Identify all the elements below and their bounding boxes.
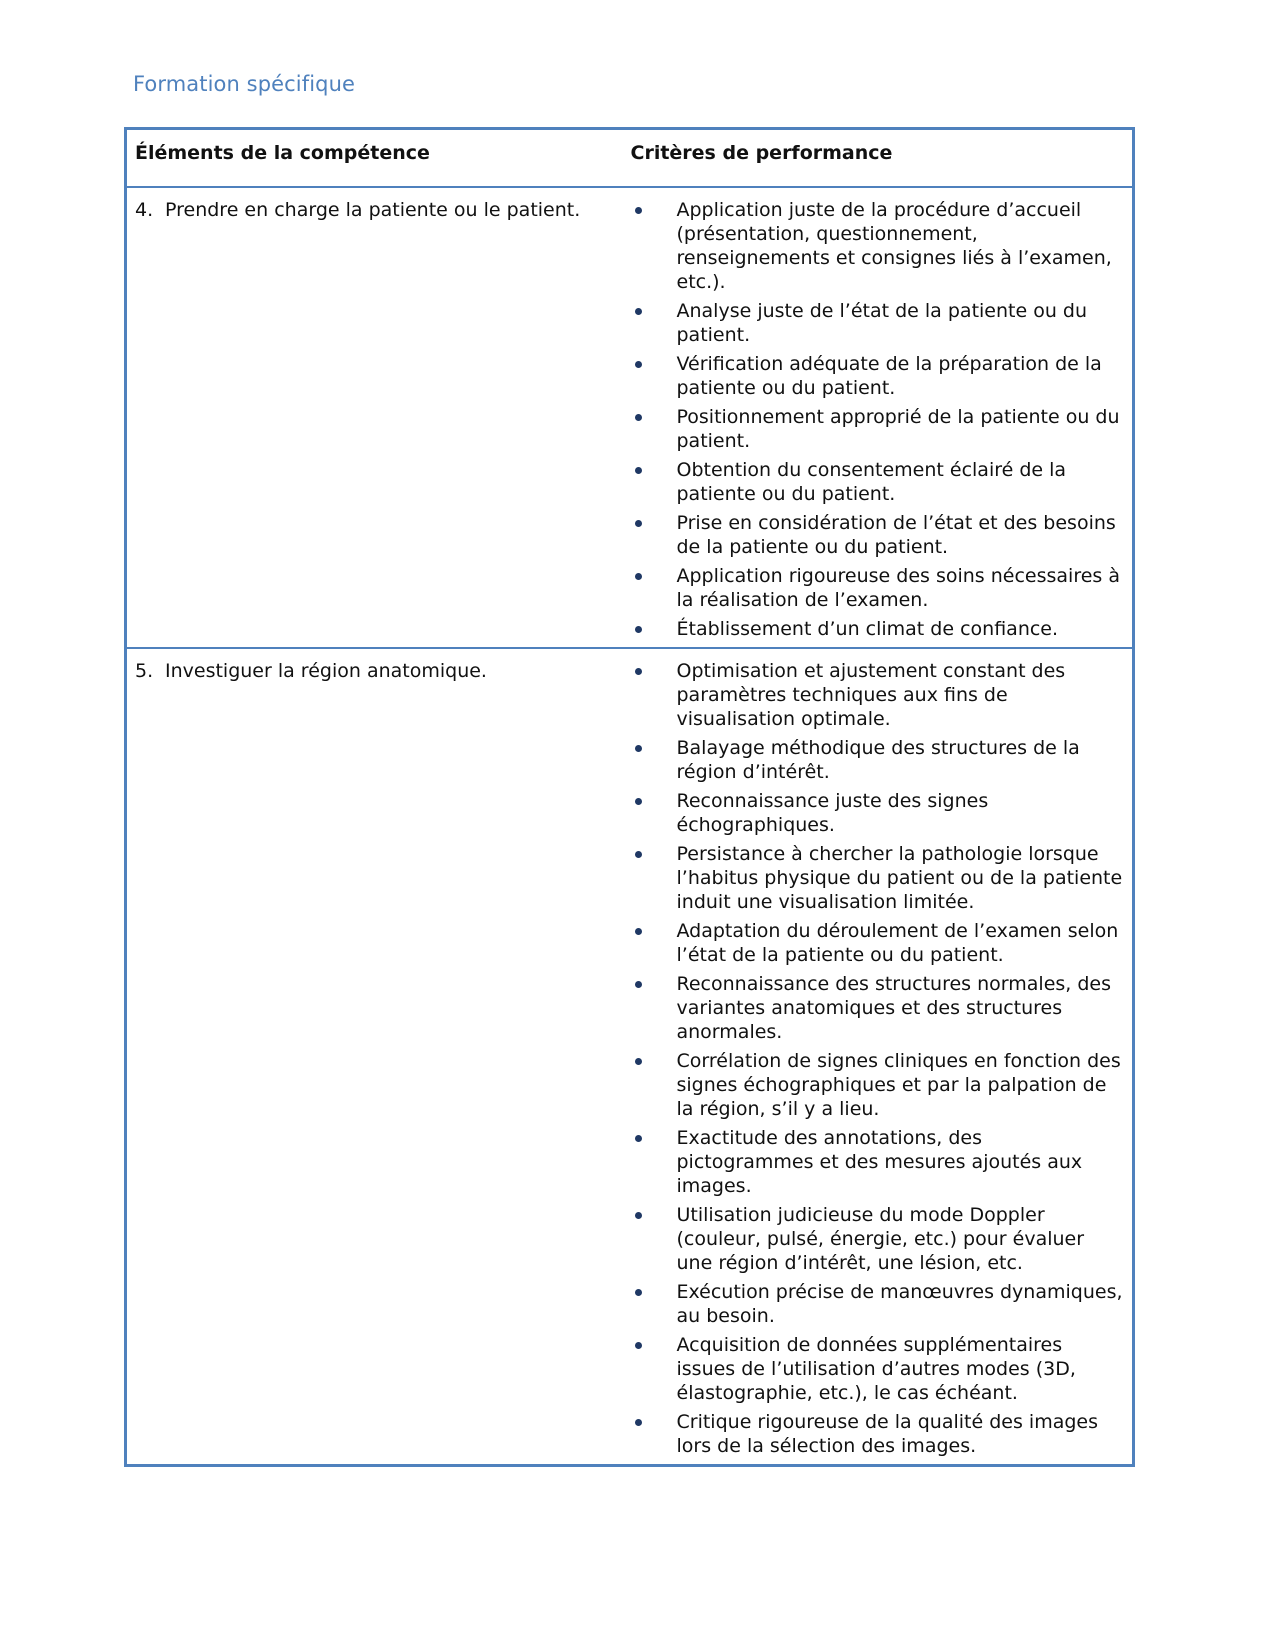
element-number: 5.	[135, 660, 154, 682]
criteria-text: Optimisation et ajustement constant des paramètres techniques aux fins de visualisation optimale.	[676, 660, 1066, 730]
bullet-icon	[635, 1058, 642, 1065]
bullet-icon	[635, 361, 642, 368]
criteria-text: Application rigoureuse des soins nécessaires à la réalisation de l’examen.	[676, 565, 1120, 611]
criteria-item	[621, 1333, 1125, 1405]
bullet-icon	[635, 308, 642, 315]
bullet-icon	[635, 520, 642, 527]
bullet-icon	[635, 207, 642, 214]
criteria-text: Prise en considération de l’état et des besoins de la patiente ou du patient.	[676, 512, 1116, 558]
bullet-icon	[635, 798, 642, 805]
criteria-cell	[621, 187, 1134, 648]
criteria-item	[621, 511, 1125, 559]
criteria-text: Exactitude des annotations, des pictogrammes et des mesures ajoutés aux images.	[676, 1127, 1083, 1197]
criteria-text: Analyse juste de l’état de la patiente ou du patient.	[676, 300, 1088, 346]
criteria-text: Balayage méthodique des structures de la région d’intérêt.	[676, 737, 1080, 783]
criteria-text: Acquisition de données supplémentaires issues de l’utilisation d’autres modes (3D, élastographie, etc.), le cas échéant.	[676, 1334, 1076, 1404]
bullet-icon	[635, 745, 642, 752]
bullet-icon	[635, 668, 642, 675]
element-cell	[126, 648, 621, 1466]
criteria-cell	[621, 648, 1134, 1466]
criteria-text: Vérification adéquate de la préparation de la patiente ou du patient.	[676, 353, 1102, 399]
bullet-icon	[635, 467, 642, 474]
criteria-text: Positionnement approprié de la patiente ou du patient.	[676, 406, 1120, 452]
criteria-text: Adaptation du déroulement de l’examen selon l’état de la patiente ou du patient.	[676, 920, 1119, 966]
criteria-list	[621, 198, 1125, 641]
criteria-item	[621, 299, 1125, 347]
competence-table	[124, 127, 1135, 1467]
header-criteria: Critères de performance	[621, 129, 1134, 188]
criteria-text: Corrélation de signes cliniques en fonction des signes échographiques et par la palpation de la région, s’il y a lieu.	[676, 1050, 1121, 1120]
criteria-item	[621, 972, 1125, 1044]
criteria-item	[621, 198, 1125, 294]
criteria-text: Critique rigoureuse de la qualité des images lors de la sélection des images.	[676, 1411, 1098, 1457]
criteria-text: Reconnaissance des structures normales, des variantes anatomiques et des structures anormales.	[676, 973, 1112, 1043]
criteria-text: Application juste de la procédure d’accueil (présentation, questionnement, renseignements et consignes liés à l’examen, etc.).	[676, 199, 1112, 293]
element-cell	[126, 187, 621, 648]
criteria-item	[621, 458, 1125, 506]
criteria-item	[621, 919, 1125, 967]
element-text: Investiguer la région anatomique.	[165, 660, 487, 682]
bullet-icon	[635, 851, 642, 858]
bullet-icon	[635, 1135, 642, 1142]
criteria-item	[621, 1203, 1125, 1275]
criteria-item	[621, 1126, 1125, 1198]
table-row	[126, 648, 1134, 1466]
criteria-item	[621, 736, 1125, 784]
header-elements: Éléments de la compétence	[126, 129, 621, 188]
criteria-text: Exécution précise de manœuvres dynamiques, au besoin.	[676, 1281, 1123, 1327]
criteria-item	[621, 1049, 1125, 1121]
criteria-item	[621, 789, 1125, 837]
criteria-list	[621, 659, 1125, 1458]
bullet-icon	[635, 1419, 642, 1426]
criteria-text: Établissement d’un climat de confiance.	[676, 618, 1059, 640]
bullet-icon	[635, 981, 642, 988]
bullet-icon	[635, 1342, 642, 1349]
table-row	[126, 187, 1134, 648]
criteria-item	[621, 1410, 1125, 1458]
criteria-item	[621, 405, 1125, 453]
criteria-text: Utilisation judicieuse du mode Doppler (couleur, pulsé, énergie, etc.) pour évaluer une région d’intérêt, une lésion, etc.	[676, 1204, 1085, 1274]
section-title: Formation spécifique	[133, 72, 356, 96]
table-header-row	[126, 129, 1134, 188]
bullet-icon	[635, 626, 642, 633]
criteria-text: Obtention du consentement éclairé de la patiente ou du patient.	[676, 459, 1067, 505]
element-text: Prendre en charge la patiente ou le patient.	[165, 199, 581, 221]
bullet-icon	[635, 1289, 642, 1296]
bullet-icon	[635, 928, 642, 935]
criteria-item	[621, 617, 1125, 641]
criteria-item	[621, 564, 1125, 612]
criteria-text: Persistance à chercher la pathologie lorsque l’habitus physique du patient ou de la patiente induit une visualisation limitée.	[676, 843, 1123, 913]
criteria-item	[621, 842, 1125, 914]
bullet-icon	[635, 573, 642, 580]
bullet-icon	[635, 1212, 642, 1219]
criteria-item	[621, 1280, 1125, 1328]
bullet-icon	[635, 414, 642, 421]
criteria-item	[621, 659, 1125, 731]
criteria-item	[621, 352, 1125, 400]
element-number: 4.	[135, 199, 154, 221]
criteria-text: Reconnaissance juste des signes échographiques.	[676, 790, 989, 836]
